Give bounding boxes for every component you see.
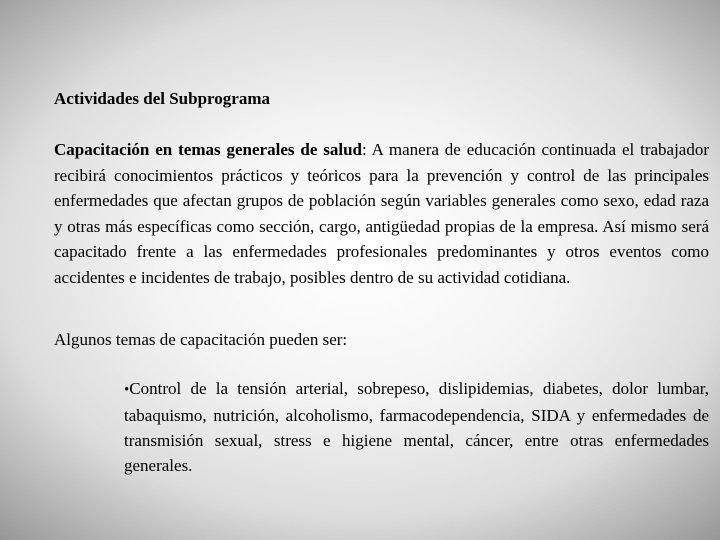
training-paragraph xyxy=(54,137,709,291)
topics-intro: Algunos temas de capacitación pueden ser: xyxy=(54,330,348,349)
bullet-icon: • xyxy=(124,382,130,398)
slide-heading: Actividades del Subprograma xyxy=(54,89,270,108)
list-item-text: Control de la tensión arterial, sobrepeso, dislipidemias, diabetes, dolor lumbar, tabaquismo, nutrición, alcoholismo, farmacodependencia, SIDA y enfermedades de transmisión sexual, stress e higiene mental, cáncer, entre otras enfermedades generales. xyxy=(124,379,709,475)
list-item xyxy=(124,376,709,478)
topics-list xyxy=(124,376,709,478)
paragraph-bold-lead: Capacitación en temas generales de salud xyxy=(54,140,362,159)
paragraph-text: : A manera de educación continuada el trabajador recibirá conocimientos prácticos y teóricos para la prevención y control de las principales enfermedades que afectan grupos de población según variables generales como sexo, edad raza y otras más específicas como sección, cargo, antigüedad propias de la empresa. Así mismo será capacitado frente a las enfermedades profesionales predominantes y otros eventos como accidentes e incidentes de trabajo, posibles dentro de su actividad cotidiana. xyxy=(54,140,710,287)
